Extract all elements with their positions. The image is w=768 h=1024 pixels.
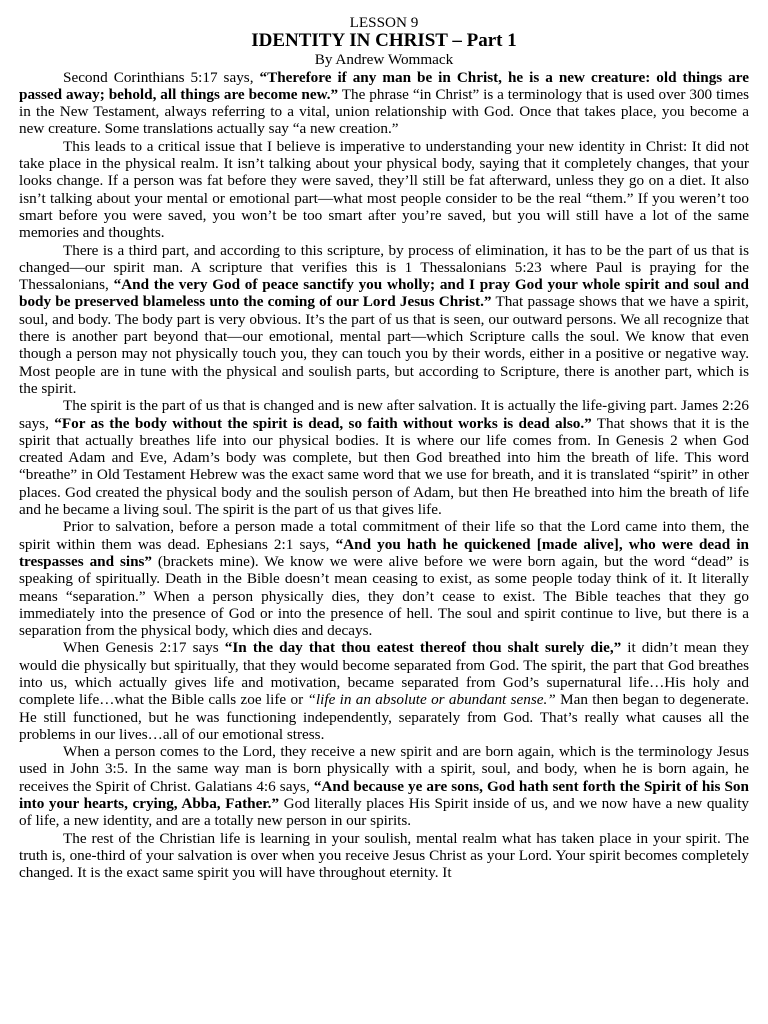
text-run: Second Corinthians 5:17 says, [63, 68, 260, 86]
text-run: Man then began to degenerate. He still functioned, but he was functioning independently, separately from God. That’s really what causes all the problems in our lives…all of our emotional stress. [19, 691, 749, 743]
scripture-quote: “And because ye are sons, God hath sent forth the Spirit of his Son into your hearts, crying, Abba, Father.” [19, 777, 749, 813]
text-run: The rest of the Christian life is learning in your soulish, mental realm what has taken place in your spirit. The truth is, one-third of your salvation is over when you receive Jesus Christ as your Lord. Your spirit becomes completely changed. It is the exact same spirit you will have throughout eternity. It [19, 829, 749, 882]
text-run: The phrase “in Christ” is a terminology that is used over 300 times in the New Testament, always referring to a vital, union relationship with God. Once that takes place, you become a new creature. Some translations actually say “a new creation.” [19, 85, 749, 138]
text-run: it didn’t mean they would die physically but spiritually, that they would become separated from God. The spirit, the part that God breathes into us, which actually gives life and motivation, became separated from God’s supernatural life…His holy and complete life…what the Bible calls zoe life or [19, 639, 749, 709]
text-run: That shows that it is the spirit that actually breathes life into our physical bodies. It is where our life comes from. In Genesis 2 when God created Adam and Eve, Adam’s body was complete, but then God breathed into him the breath of life. This word “breathe” in Old Testament Hebrew was the exact same word that we use for breath, and it is translated “spirit” in other places. God created the physical body and the soulish person of Adam, but then He breathed into him the breath of life and he became a living soul. The spirit is the part of us that gives life. [19, 414, 749, 519]
text-run: The spirit is the part of us that is changed and is new after salvation. It is actually the life-giving part. James 2:26 says, [19, 397, 749, 432]
text-run: That passage shows that we have a spirit, soul, and body. The body part is very obvious. It’s the part of us that is seen, our outward persons. We all recognize that there is another part beyond that—our emotional, mental part—which Scripture calls the soul. We know that even though a person may not physically touch you, they can touch you by their words, either in a positive or negative way. Most people are in tune with the physical and soulish parts, but according to Scripture, there is another part, which is the spirit. [19, 293, 749, 397]
paragraph-6 [19, 639, 749, 743]
paragraph-8 [19, 830, 749, 882]
scripture-quote: “And you hath he quickened [made alive], who were dead in trespasses and sins” [19, 535, 749, 570]
paragraph-1 [19, 69, 749, 138]
scripture-quote: “And the very God of peace sanctify you wholly; and I pray God your whole spirit and soul and body be preserved blameless unto the coming of our Lord Jesus Christ.” [19, 276, 749, 311]
scripture-quote: “Therefore if any man be in Christ, he is a new creature: old things are passed away; behold, all things are become new.” [19, 68, 749, 103]
text-run: God literally places His Spirit inside of us, and we now have a new quality of life, a new identity, and are a totally new person in our spirits. [19, 795, 750, 830]
scripture-quote: “For as the body without the spirit is dead, so faith without works is dead also.” [54, 414, 592, 432]
text-run: Prior to salvation, before a person made a total commitment of their life so that the Lord came into them, the spirit within them was dead. Ephesians 2:1 says, [19, 518, 749, 553]
text-run: (brackets mine). We know we were alive before we were born again, but the word “dead” is speaking of spiritually. Death in the Bible doesn’t mean ceasing to exist, as some people today think of it. It literally means “separation.” When a person physically dies, they don’t cease to exist. The Bible teaches that they go immediately into the presence of God or into the presence of hell. The soul and spirit continue to live, but there is a separation from the physical body, which dies and decays. [19, 552, 749, 640]
paragraph-4 [19, 397, 749, 518]
body-text [19, 69, 749, 882]
paragraph-5 [19, 518, 749, 639]
paragraph-2 [19, 138, 749, 242]
paragraph-3 [19, 242, 749, 398]
italic-quote: “life in an absolute or abundant sense.” [307, 691, 556, 709]
text-run: There is a third part, and according to this scripture, by process of elimination, it has to be the part of us that is changed—our spirit man. A scripture that verifies this is 1 Thessalonians 5:23 where Paul is praying for the Thessalonians, [19, 241, 749, 294]
text-run: When Genesis 2:17 says [63, 639, 225, 657]
author-line: By Andrew Wommack [314, 51, 454, 69]
page-title: IDENTITY IN CHRIST – Part 1 [251, 30, 517, 52]
paragraph-7 [19, 743, 749, 829]
scripture-quote: “In the day that thou eatest thereof thou shalt surely die,” [224, 639, 622, 657]
text-run: This leads to a critical issue that I believe is imperative to understanding your new identity in Christ: It did not take place in the physical realm. It isn’t talking about your physical body, saying that it completely changes, that your looks change. If a person was fat before they were saved, they’ll still be fat afterward, unless they go on a diet. It also isn’t talking about your mental or emotional part—what most people consider to be the real “them.” If you weren’t too smart before you were saved, you won’t be too smart after you’re saved, but you will still have a lot of the same memories and thoughts. [19, 137, 749, 242]
text-run: When a person comes to the Lord, they receive a new spirit and are born again, which is the terminology Jesus used in John 3:5. In the same way man is born physically with a spirit, soul, and body, when he is born again, he receives the Spirit of Christ. Galatians 4:6 says, [19, 743, 749, 795]
lesson-number: LESSON 9 [349, 14, 419, 31]
